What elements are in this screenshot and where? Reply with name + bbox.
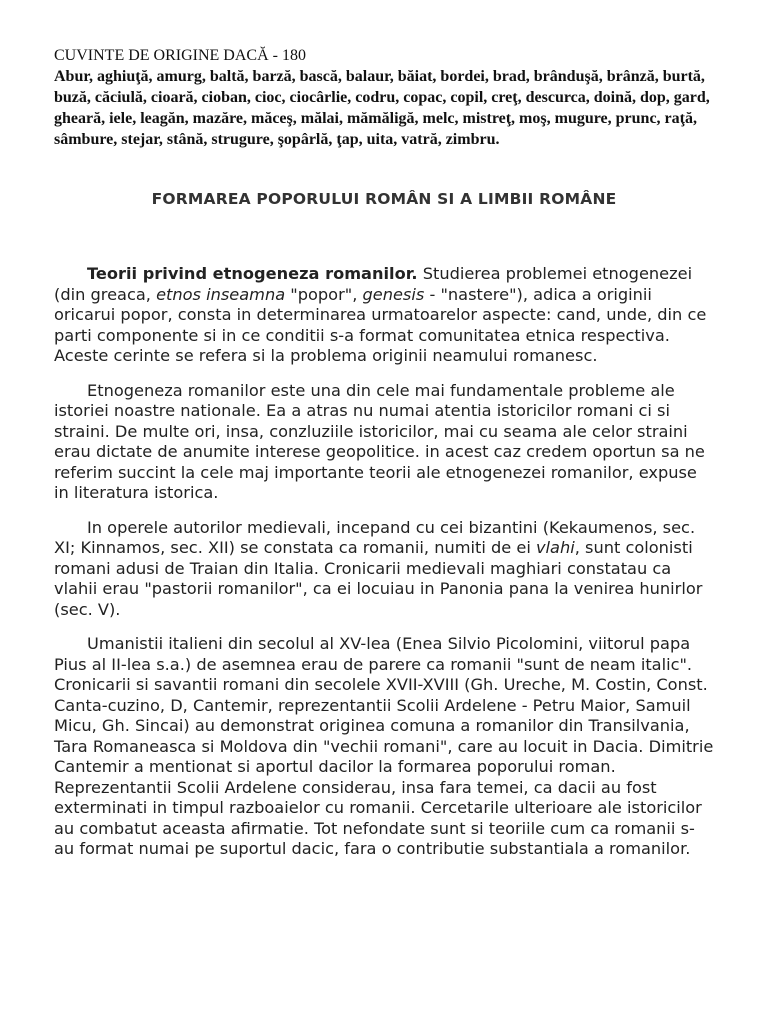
paragraph-humanists: Umanistii italieni din secolul al XV-lea (Enea Silvio Picolomini, viitorul papa Pius al II-lea s.a.) de asemnea erau de parere ca romanii "sunt de neam italic". Cronicarii si savantii romani din secolele XVII-XVIII (Gh. Ureche, M. Costin, Const. Canta-cuzino, D, Cantemir, reprezentantii Scolii Ardelene - Petru Maior, Samuil Micu, Gh. Sincai) au demonstrat originea comuna a romanilor din Transilvania, Tara Romaneasca si Moldova din "vechii romani", care au locuit in Dacia. Dimitrie Cantemir a mentionat si aportul dacilor la formarea poporului roman. Reprezentantii Scolii Ardelene considerau, insa fara temei, ca dacii au fost exterminati in timpul razboaielor cu romanii. Cercetarile ulterioare ale istoricilor au combatut aceasta afirmatie. Tot nefondate sunt si teoriile cum ca romanii s-au format numai pe suportul dacic, fara o contributie substantiala a romanilor. bbox=[54, 634, 714, 858]
paragraph-text: - "nastere"), adica a originii oricarui popor, consta in determinarea urmatoarelor aspecte: cand, unde, din ce parti componente si in ce conditii s-a format comunitatea etnica respectiva. Aceste cerinte se refera si la problema originii neamului romanesc. bbox=[54, 284, 707, 365]
paragraph-national-problem: Etnogeneza romanilor este una din cele mai fundamentale probleme ale istoriei noastre nationale. Ea a atras nu numai atentia istoricilor romani ci si straini. De multe ori, insa, conzluziile istoricilor, mai cu seama ale celor straini erau dictate de anumite interese geopolitice. in acest caz credem oportun sa ne referim succint la cele maj importante teorii ale etnogenezei romanilor, expuse in literatura istorica. bbox=[54, 380, 705, 502]
paragraph-medieval-authors bbox=[54, 518, 714, 621]
paragraph-lead-heading: Teorii privind etnogeneza romanilor. bbox=[87, 264, 418, 283]
paragraph-etnogeneza-theories bbox=[54, 264, 714, 367]
paragraph-italic-term: etnos inseamna bbox=[156, 284, 286, 304]
paragraph-text: , sunt colonisti romani adusi de Traian din Italia. Cronicarii medievali maghiari constatau ca vlahii erau "pastorii romanilor", ca ei locuiau in Panonia pana la venirea hunirlor (sec. V). bbox=[54, 538, 703, 619]
paragraph-text: "popor", bbox=[285, 284, 363, 304]
paragraph-text: In operele autorilor medievali, incepand cu cei bizantini (Kekaumenos, sec. XI; Kinnamos, sec. XII) se constata ca romanii, numiti de ei bbox=[54, 517, 696, 557]
dacian-word-list: Abur, aghiuţă, amurg, baltă, barză, bască, balaur, băiat, bordei, brad, brânduşă, brânză, burtă, buză, căciulă, cioară, cioban, cioc, ciocârlie, codru, copac, copil, creţ, descurca, doină, dop, gard, gheară, iele, leagăn, mazăre, măceş, mălai, mămăligă, melc, mistreţ, moş, mugure, prunc, raţă, sâmbure, stejar, stână, strugure, şopârlă, ţap, uita, vatră, zimbru. bbox=[54, 68, 710, 148]
paragraph-italic-term: vlahi bbox=[535, 538, 575, 557]
document-title: FORMAREA POPORULUI ROMÂN SI A LIMBII ROMÂNE bbox=[151, 190, 617, 208]
paragraph-text: Studierea problemei etnogenezei (din greaca, bbox=[54, 264, 693, 304]
word-list-heading: CUVINTE DE ORIGINE DACĂ - 180 bbox=[54, 47, 306, 64]
paragraph-italic-term: genesis bbox=[362, 284, 425, 304]
